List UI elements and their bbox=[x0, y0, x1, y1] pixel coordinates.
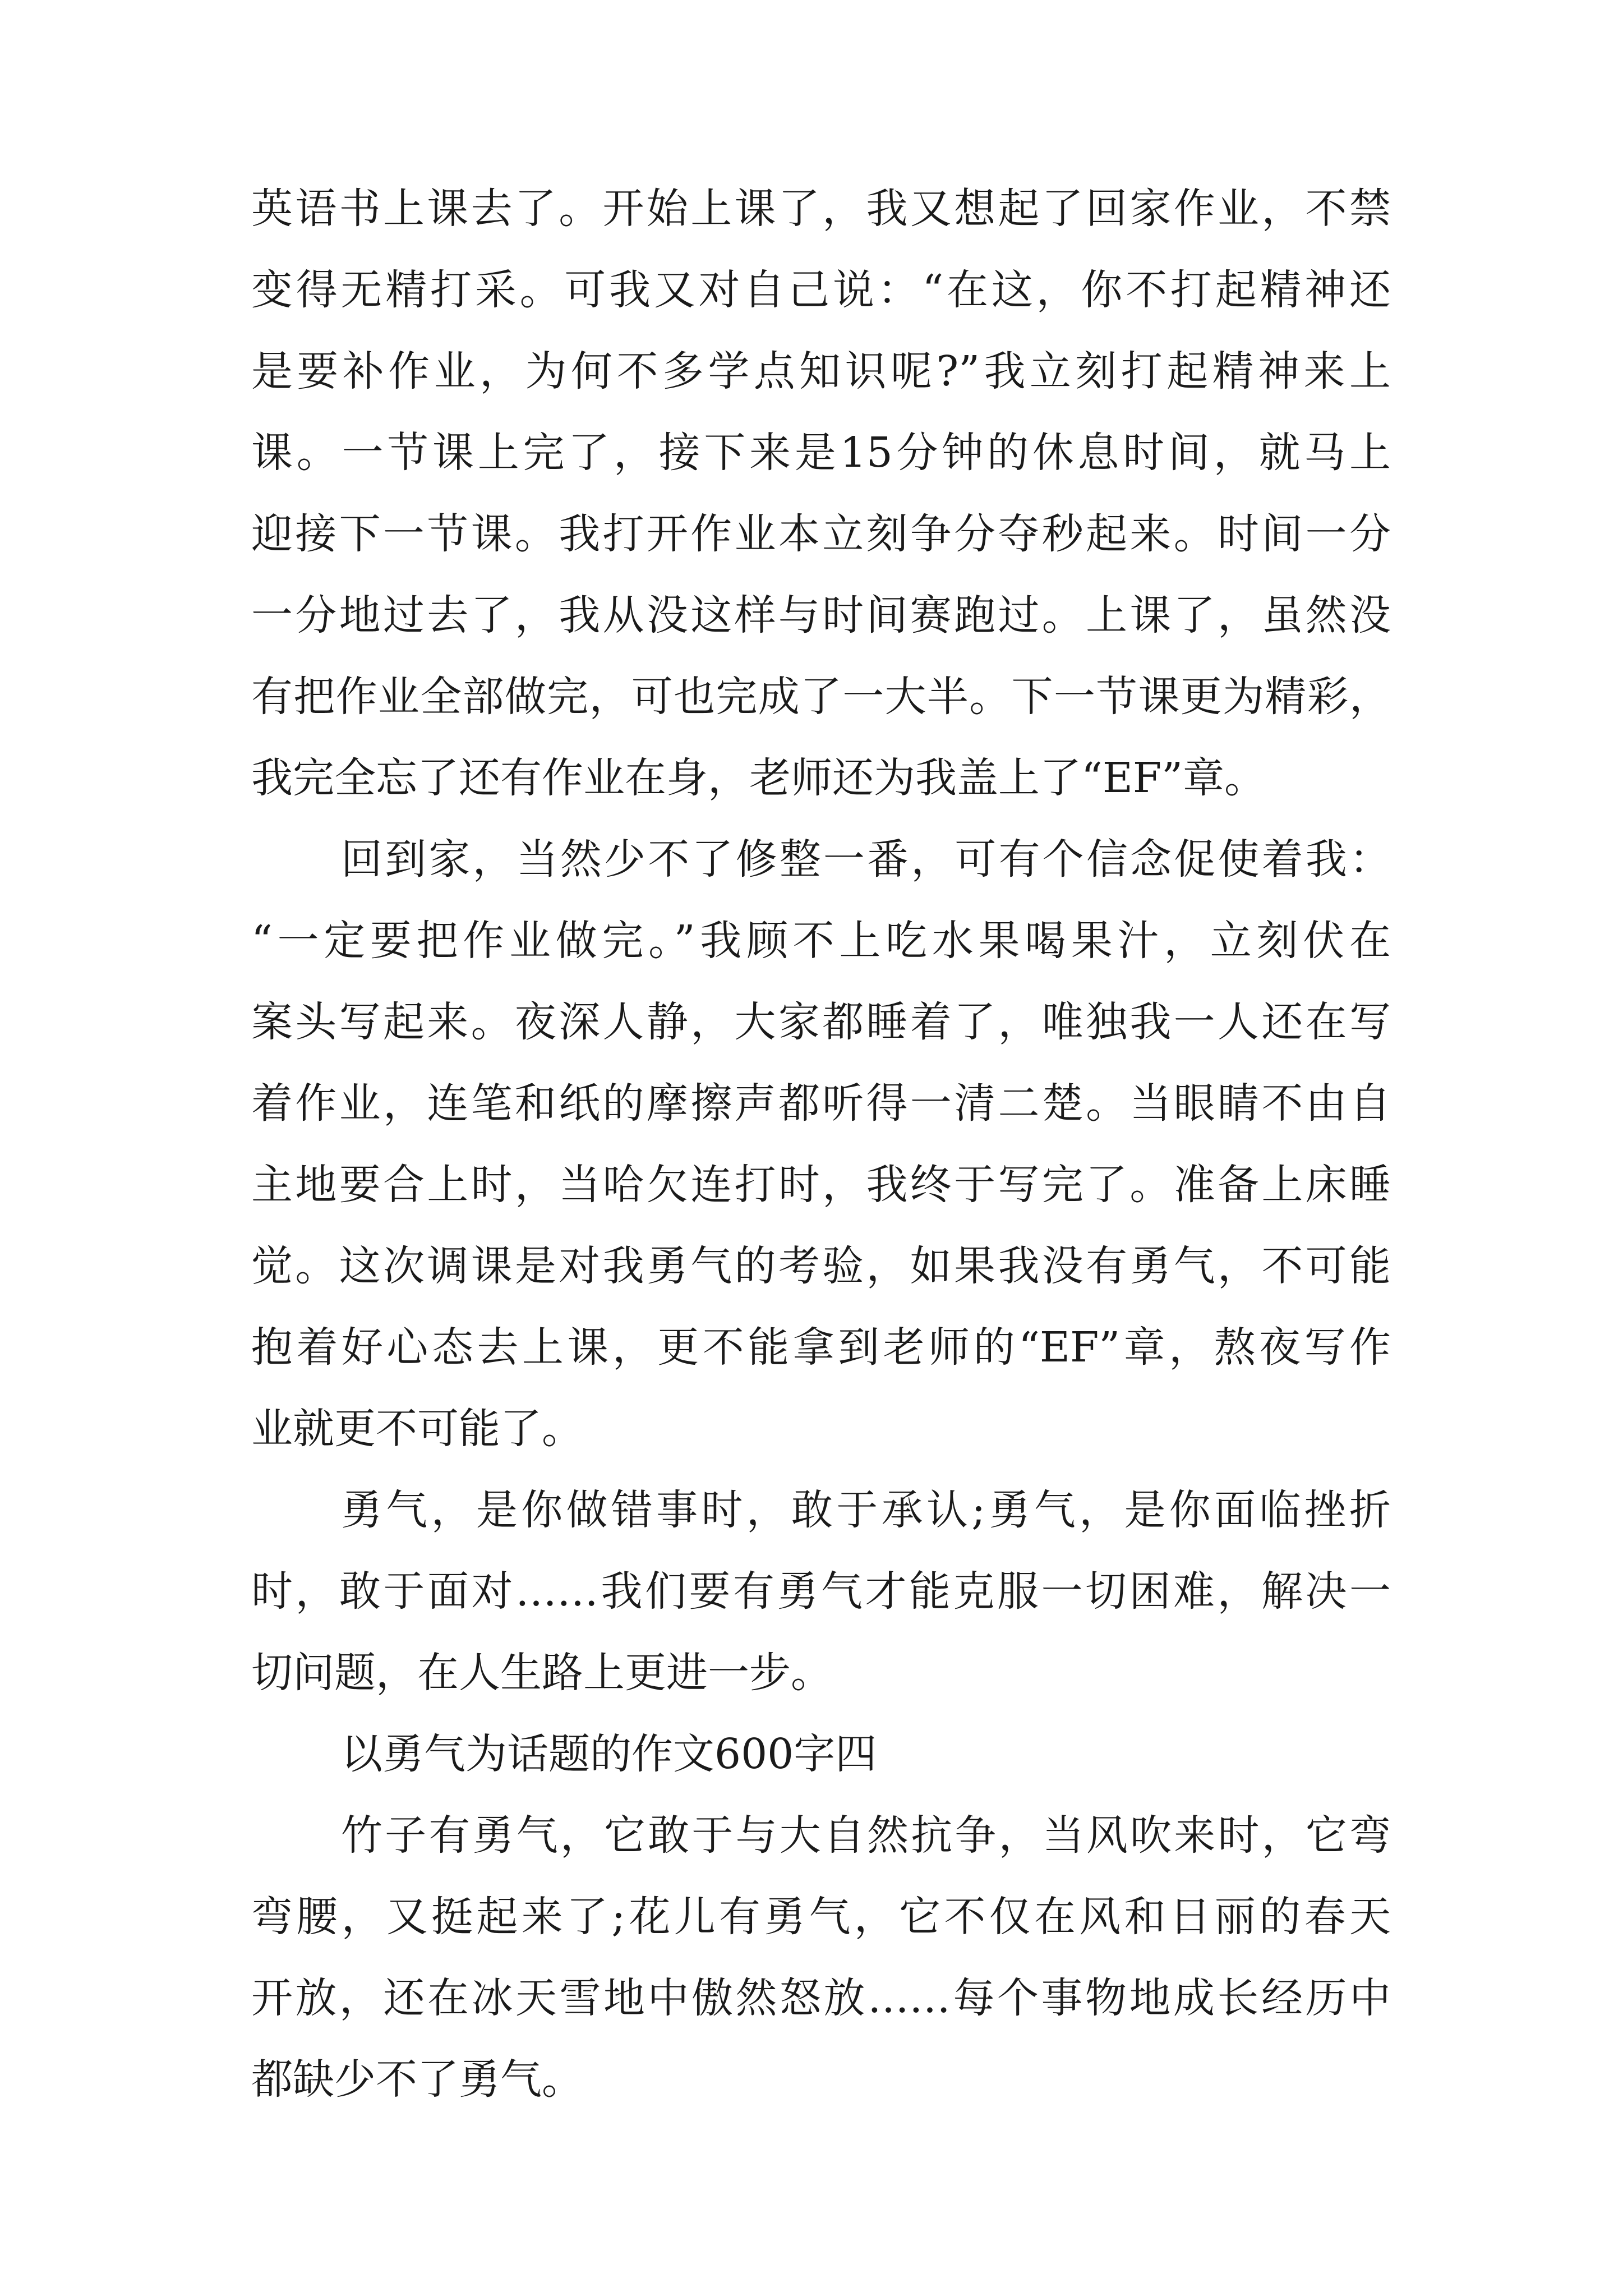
text-line: 有把作业全部做完，可也完成了一大半。下一节课更为精彩， bbox=[251, 673, 1391, 721]
heading-line: 以勇气为话题的作文600字四 bbox=[341, 1730, 877, 1778]
text-line: 我完全忘了还有作业在身，老师还为我盖上了“EF”章。 bbox=[251, 754, 1266, 802]
paragraph bbox=[251, 1470, 1391, 1714]
text-line: 竹子有勇气，它敢于与大自然抗争，当风吹来时，它弯 bbox=[341, 1811, 1391, 1860]
text-line: 是要补作业，为何不多学点知识呢?”我立刻打起精神来上 bbox=[251, 347, 1391, 395]
text-line: 课。一节课上完了，接下来是15分钟的休息时间，就马上 bbox=[251, 429, 1391, 477]
text-line: 时，敢于面对……我们要有勇气才能克服一切困难，解决一 bbox=[251, 1567, 1391, 1616]
paragraph bbox=[251, 1795, 1391, 2120]
text-line: 变得无精打采。可我又对自己说：“在这，你不打起精神还 bbox=[251, 266, 1391, 314]
text-line: 着作业，连笔和纸的摩擦声都听得一清二楚。当眼睛不由自 bbox=[251, 1079, 1391, 1128]
text-line: 一分地过去了，我从没这样与时间赛跑过。上课了，虽然没 bbox=[251, 591, 1391, 639]
text-line: 主地要合上时，当哈欠连打时，我终于写完了。准备上床睡 bbox=[251, 1161, 1391, 1209]
body-text bbox=[251, 168, 1391, 2120]
text-line: “一定要把作业做完。”我顾不上吃水果喝果汁，立刻伏在 bbox=[251, 917, 1391, 965]
text-line: 英语书上课去了。开始上课了，我又想起了回家作业，不禁 bbox=[251, 185, 1391, 233]
text-line: 迎接下一节课。我打开作业本立刻争分夺秒起来。时间一分 bbox=[251, 510, 1391, 558]
text-line: 弯腰，又挺起来了;花儿有勇气，它不仅在风和日丽的春天 bbox=[251, 1893, 1391, 1941]
text-line: 回到家，当然少不了修整一番，可有个信念促使着我： bbox=[341, 835, 1391, 884]
text-line: 勇气，是你做错事时，敢于承认;勇气，是你面临挫折 bbox=[341, 1486, 1391, 1534]
paragraph bbox=[251, 819, 1391, 1470]
text-line: 业就更不可能了。 bbox=[251, 1405, 583, 1453]
section-heading bbox=[251, 1714, 1391, 1795]
text-line: 都缺少不了勇气。 bbox=[251, 2055, 583, 2104]
text-line: 切问题，在人生路上更进一步。 bbox=[251, 1649, 832, 1697]
text-line: 案头写起来。夜深人静，大家都睡着了，唯独我一人还在写 bbox=[251, 998, 1391, 1046]
text-line: 抱着好心态去上课，更不能拿到老师的“EF”章，熬夜写作 bbox=[251, 1323, 1391, 1372]
text-line: 觉。这次调课是对我勇气的考验，如果我没有勇气，不可能 bbox=[251, 1242, 1391, 1290]
text-line: 开放，还在冰天雪地中傲然怒放……每个事物地成长经历中 bbox=[251, 1974, 1391, 2022]
paragraph bbox=[251, 168, 1391, 819]
